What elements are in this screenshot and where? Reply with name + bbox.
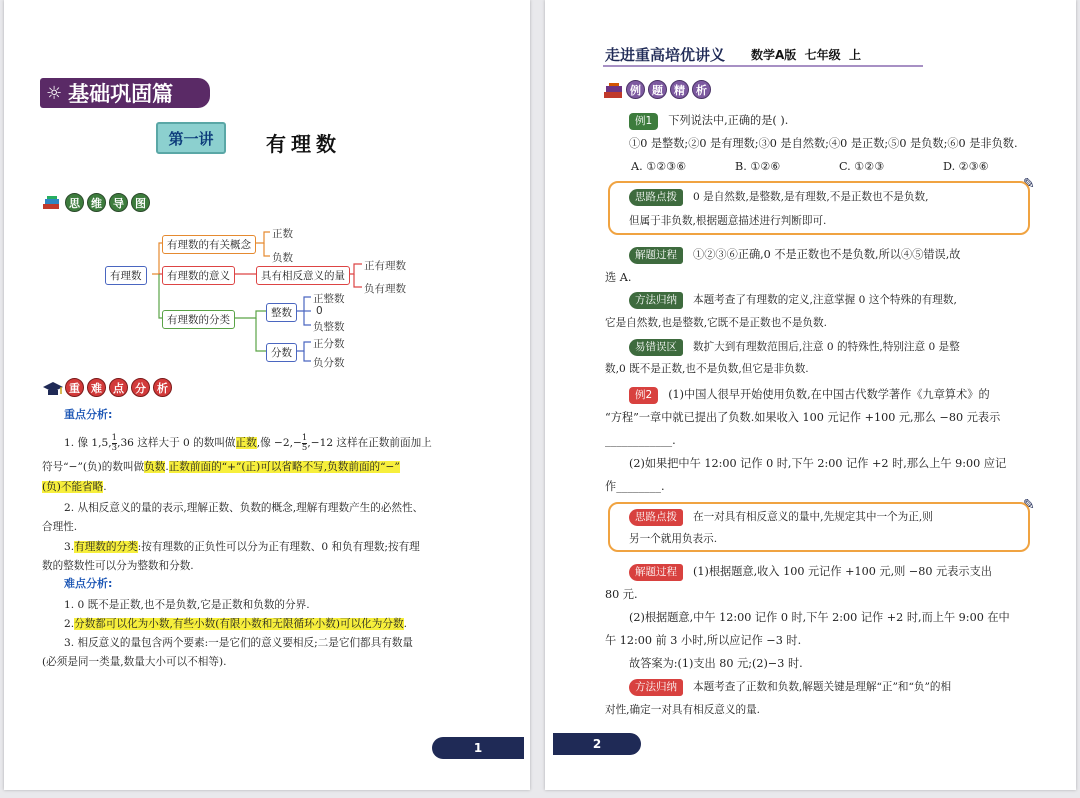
solution-tag: 解题过程 [629, 564, 683, 581]
method-tag: 方法归纳 [629, 679, 683, 696]
mindmap-char-2: 维 [87, 193, 106, 212]
text-span: :按有理数的正负性可以分为正有理数、0 和负有理数;按有理 [137, 541, 420, 553]
mindmap-leaf: 正数 [272, 228, 293, 240]
difficulty-point-3-line-b: (必须是同一类量,数量大小可以不相等). [42, 656, 227, 668]
example-1-error-line-a [629, 336, 960, 359]
highlight: 分数都可以化为小数,有些小数(有限小数和无限循环小数)可以化为分数 [74, 618, 404, 630]
mindmap-leaf: 负数 [272, 252, 293, 264]
text-span: 2. [64, 618, 75, 630]
highlight: 正数前面的“+”(正)可以省略不写,负数前面的“−” [168, 461, 400, 473]
text-span: (1)根据题意,收入 100 元记作 +100 元,则 −80 元表示支出 [693, 565, 992, 578]
text-span: 在一对具有相反意义的量中,先规定其中一个为正,则 [693, 511, 933, 523]
example-1-option-b: B. ①②⑥ [735, 160, 781, 173]
example-1-error-line-b: 数,0 既不是正数,也不是负数,但它是非负数. [605, 363, 809, 375]
example-2-question-1-blank: ____________. [605, 434, 676, 447]
examples-char-2: 题 [648, 80, 667, 99]
example-2-tip-line-a [629, 506, 933, 529]
right-page [545, 0, 1076, 790]
key-analysis-title: 重点分析: [64, 408, 113, 421]
analysis-char-4: 分 [131, 378, 150, 397]
example-1-method-line-a [629, 289, 957, 312]
highlight: 正数 [235, 437, 257, 449]
frac-num: 1 [111, 432, 118, 443]
difficulty-point-1: 1. 0 既不是正数,也不是负数,它是正数和负数的分界. [64, 599, 310, 611]
frac-den: 3 [111, 442, 118, 453]
pencil-icon: ✎ [1023, 497, 1035, 513]
mindmap-leaf: 负整数 [313, 321, 345, 333]
mindmap-char-1: 思 [65, 193, 84, 212]
tip-tag: 思路点拨 [629, 509, 683, 526]
mindmap-node-fraction: 分数 [266, 343, 297, 362]
example-2-answer: 故答案为:(1)支出 80 元;(2)−3 时. [629, 657, 803, 670]
example-2-question-2-line-b: 作________. [605, 480, 665, 493]
header-underline [603, 64, 923, 68]
example-2-tag: 例2 [629, 387, 658, 404]
text-span: ,−12 这样在正数前面加上 [307, 437, 432, 449]
examples-header [603, 80, 711, 99]
analysis-char-2: 难 [87, 378, 106, 397]
mindmap-root: 有理数 [105, 266, 147, 285]
example-1-tag: 例1 [629, 113, 658, 130]
mindmap-connectors [4, 0, 530, 380]
text-span: ,像 −2,− [256, 437, 302, 449]
text-span: 1. 像 1,5, [64, 437, 112, 449]
text-span: (1)中国人很早开始使用负数,在中国古代数学著作《九章算术》的 [668, 388, 990, 401]
graduation-cap-icon [42, 381, 62, 395]
text-span: . [165, 461, 169, 473]
left-page [4, 0, 530, 790]
example-2-question-1-line-b: “方程”一章中就已提出了负数.如果收入 100 元记作 +100 元,那么 −80 元表示 [605, 411, 1001, 424]
key-point-2-line-a: 2. 从相反意义的量的表示,理解正数、负数的概念,理解有理数产生的必然性、 [64, 502, 424, 514]
mindmap-char-3: 导 [109, 193, 128, 212]
difficulty-analysis-title: 难点分析: [64, 577, 113, 590]
mindmap-leaf: 正分数 [313, 338, 345, 350]
error-tag: 易错误区 [629, 339, 683, 356]
key-point-1-line-a [64, 432, 432, 454]
text-span: . [103, 481, 107, 493]
text-span: . [403, 618, 407, 630]
page-title: 有理数 [266, 132, 341, 156]
example-1-method-line-b: 它是自然数,也是整数,它既不是正数也不是负数. [605, 317, 827, 329]
example-1-option-d: D. ②③⑥ [943, 160, 989, 173]
text-span: 0 是自然数,是整数,是有理数,不是正数也不是负数, [693, 191, 929, 203]
analysis-char-5: 析 [153, 378, 172, 397]
example-1-solution-line-a [629, 243, 960, 266]
example-1-option-a: A. ①②③⑥ [631, 160, 687, 173]
banner-title: 基础巩固篇 [68, 82, 174, 106]
mindmap-char-4: 图 [131, 193, 150, 212]
examples-char-3: 精 [670, 80, 689, 99]
page-number-tab: 1 [432, 737, 524, 759]
analysis-char-3: 点 [109, 378, 128, 397]
example-1-question [629, 109, 788, 132]
example-2-tip-line-b: 另一个就用负表示. [629, 533, 718, 545]
key-point-2-line-b: 合理性. [42, 521, 78, 533]
analysis-header [42, 378, 172, 397]
mindmap-leaf: 负分数 [313, 357, 345, 369]
frac-den: 5 [301, 442, 308, 453]
mindmap-branch-meaning: 有理数的意义 [162, 266, 235, 285]
text-span: 下列说法中,正确的是( ). [668, 114, 789, 127]
example-2-question-2-line-a: (2)如果把中午 12:00 记作 0 时,下午 2:00 记作 +2 时,那么上午 9:00 应记 [629, 457, 1007, 470]
text-span: ,36 这样大于 0 的数叫做 [117, 437, 236, 449]
mindmap-node-integer: 整数 [266, 303, 297, 322]
key-point-1-line-b [42, 456, 400, 478]
example-2-method-line-a [629, 676, 951, 699]
examples-char-1: 例 [626, 80, 645, 99]
sun-icon: ☼ [46, 82, 63, 104]
text-span: 本题考查了有理数的定义,注意掌握 0 这个特殊的有理数, [693, 294, 957, 306]
mindmap-branch-classification: 有理数的分类 [162, 310, 235, 329]
highlight: 负数 [144, 461, 166, 473]
mindmap-node-opposite: 具有相反意义的量 [256, 266, 350, 285]
books-icon [603, 83, 623, 97]
example-2-solution-line-a [629, 560, 992, 583]
examples-char-4: 析 [692, 80, 711, 99]
example-2-solution-line-d: 午 12:00 前 3 小时,所以应记作 −3 时. [605, 634, 802, 647]
text-span: 本题考查了正数和负数,解题关键是理解“正”和“负”的相 [693, 681, 952, 693]
method-tag: 方法归纳 [629, 292, 683, 309]
frac-num: 1 [301, 432, 308, 443]
text-span: 符号“−”(负)的数叫做 [42, 461, 145, 473]
key-point-3-line-b: 数的整数性可以分为整数和分数. [42, 560, 194, 572]
highlight: 有理数的分类 [74, 541, 138, 553]
header-brand: 走进重高培优讲义 [605, 46, 726, 64]
text-span: ①②③⑥正确,0 不是正数也不是负数,所以④⑤错误,故 [693, 248, 961, 261]
text-span: 3. [64, 541, 75, 553]
example-1-tip-line-b: 但属于非负数,根据题意描述进行判断即可. [629, 215, 827, 227]
highlight: (负)不能省略 [42, 481, 104, 493]
difficulty-point-3-line-a: 3. 相反意义的量包含两个要素:一是它们的意义要相反;二是它们都具有数量 [64, 637, 414, 649]
key-point-1-line-c [42, 476, 107, 498]
example-1-solution-line-b: 选 A. [605, 271, 632, 284]
analysis-char-1: 重 [65, 378, 84, 397]
tip-tag: 思路点拨 [629, 189, 683, 206]
mindmap-leaf: 正整数 [313, 293, 345, 305]
example-1-option-c: C. ①②③ [839, 160, 885, 173]
example-1-tip-line-a [629, 186, 928, 209]
example-2-solution-line-b: 80 元. [605, 588, 638, 601]
mindmap-branch-concepts: 有理数的有关概念 [162, 235, 256, 254]
page-number-tab: 2 [553, 733, 641, 755]
header-info: 数学A版 七年级 上 [751, 48, 861, 62]
mindmap-leaf: 正有理数 [364, 260, 406, 272]
text-span: 数扩大到有理数范围后,注意 0 的特殊性,特别注意 0 是整 [693, 341, 960, 353]
example-2-solution-line-c: (2)根据题意,中午 12:00 记作 0 时,下午 2:00 记作 +2 时,而上午 9:00 在中 [629, 611, 1010, 624]
solution-tag: 解题过程 [629, 247, 683, 264]
example-2-question-1-line-a [629, 383, 990, 406]
lecture-label: 第一讲 [156, 122, 226, 154]
example-1-statements: ①0 是整数;②0 是有理数;③0 是自然数;④0 是正数;⑤0 是负数;⑥0 是非负数. [629, 137, 1018, 150]
mindmap-leaf: 0 [316, 305, 323, 317]
mindmap-leaf: 负有理数 [364, 283, 406, 295]
pencil-icon: ✎ [1023, 176, 1035, 192]
example-2-method-line-b: 对性,确定一对具有相反意义的量. [605, 704, 761, 716]
